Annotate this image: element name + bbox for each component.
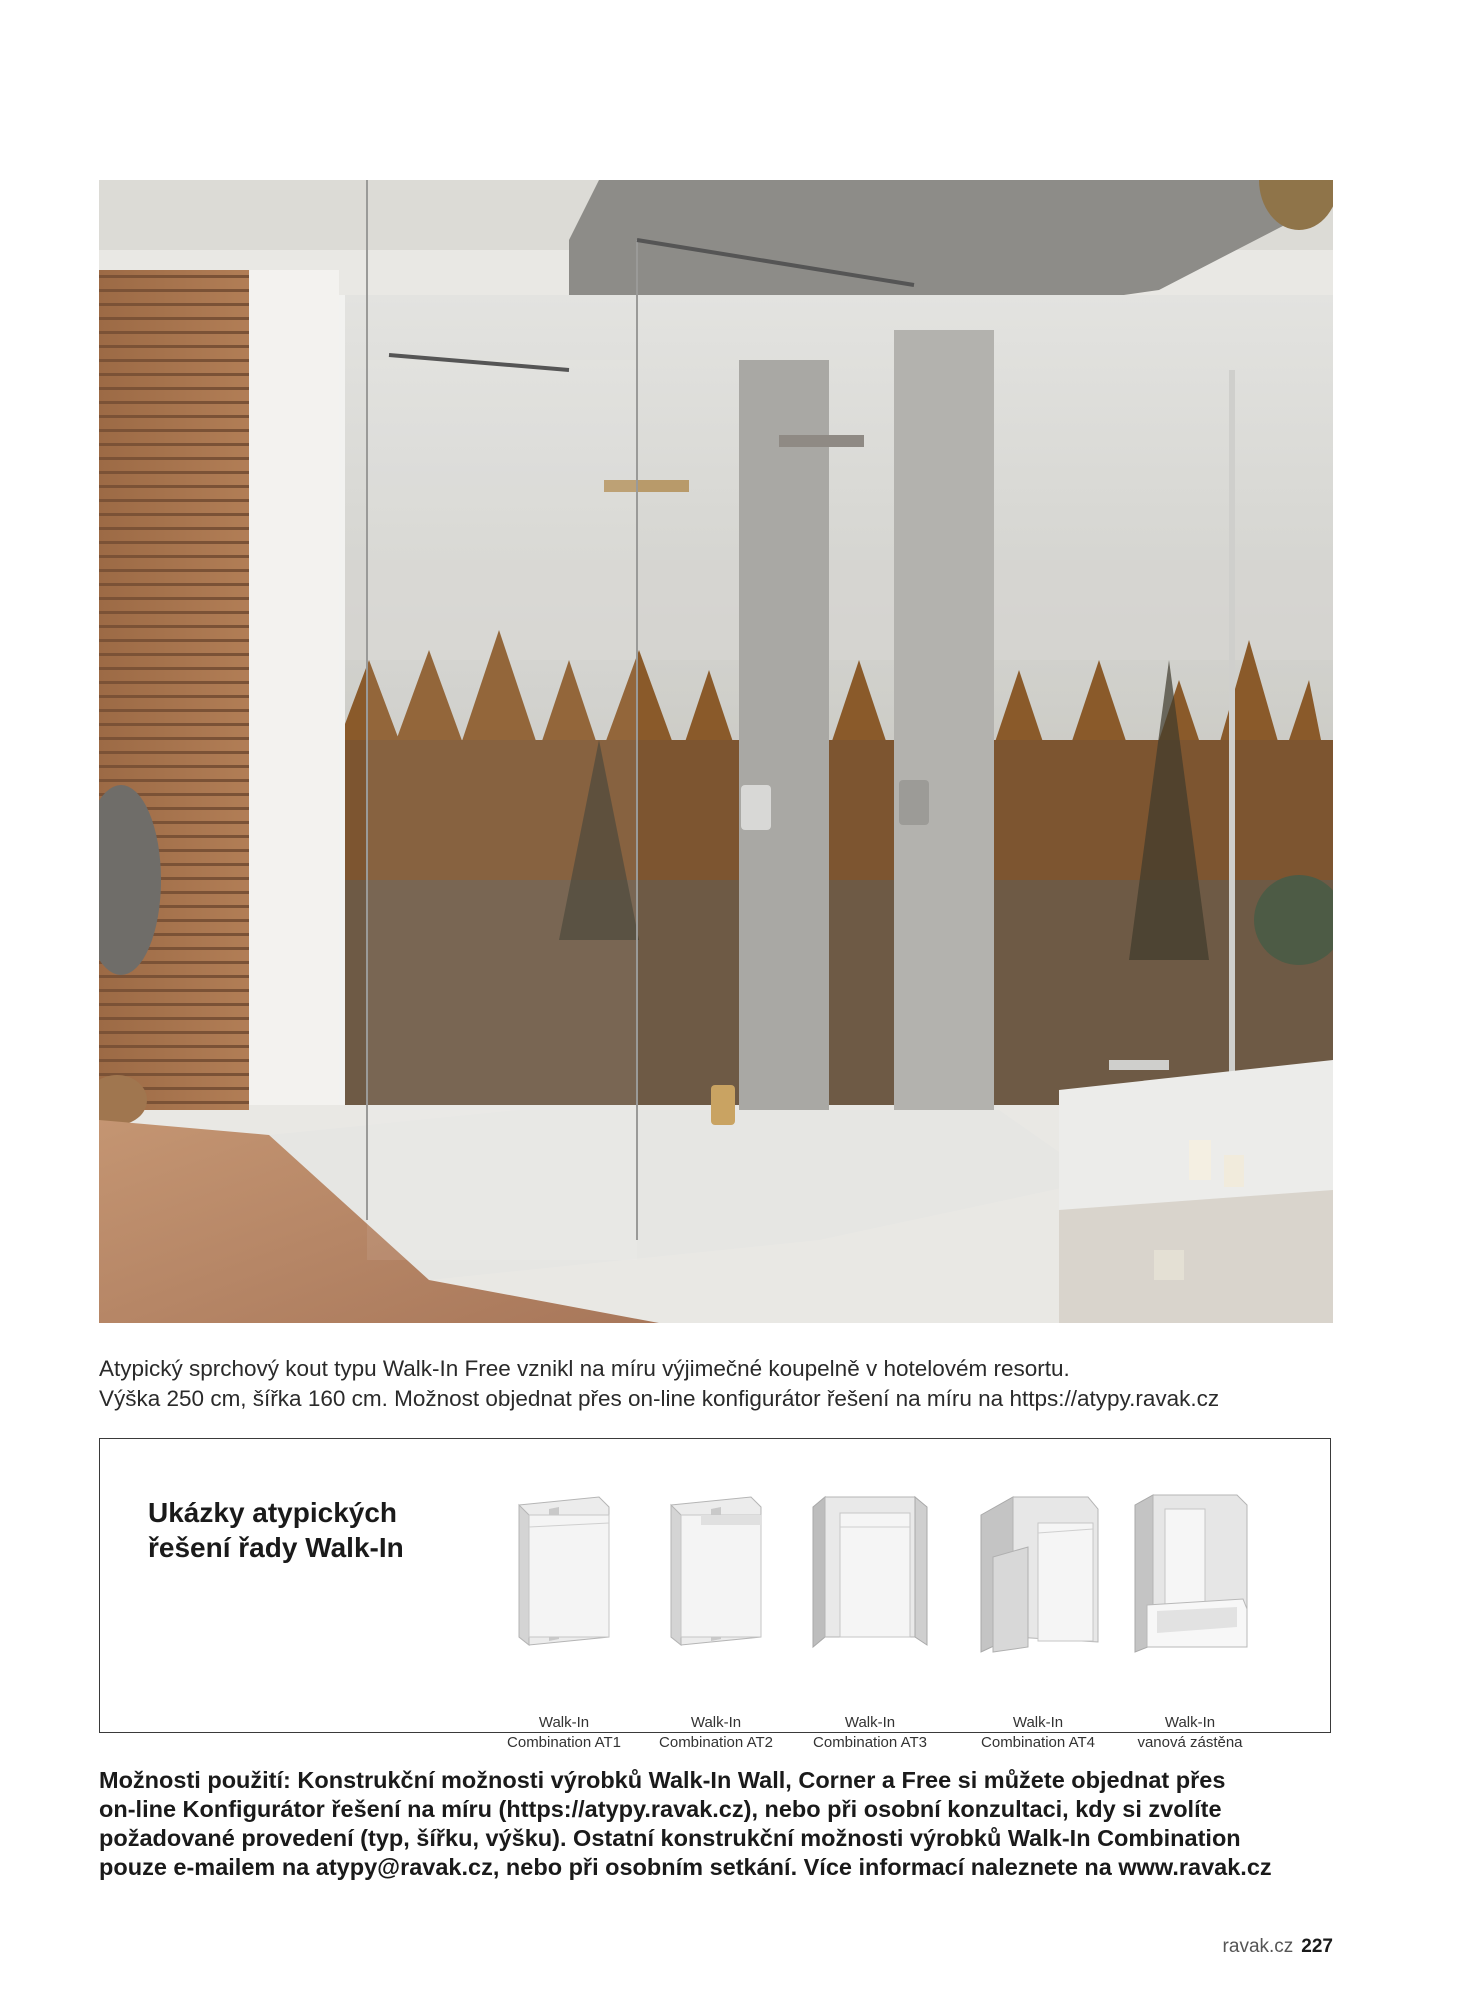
usage-line: požadované provedení (typ, šířku, výšku). Ostatní konstrukční možnosti výrobků Walk-In Combination	[99, 1825, 1241, 1851]
hero-photo	[99, 180, 1333, 1323]
variant-at2	[646, 1487, 786, 1751]
variant-label-line: Walk-In	[690, 1714, 742, 1731]
variant-label	[1100, 1713, 1280, 1753]
usage-paragraph	[99, 1766, 1359, 1882]
variant-label-line: Combination AT1	[507, 1734, 621, 1751]
variant-label	[780, 1713, 960, 1753]
examples-title	[148, 1495, 404, 1565]
variant-label-line: vanová zástěna	[1137, 1734, 1243, 1751]
variant-at1	[494, 1487, 634, 1751]
variant-at3	[800, 1487, 940, 1751]
walk-in-at3-icon	[805, 1487, 935, 1657]
caption-line: Atypický sprchový kout typu Walk-In Free vznikl na míru výjimečné koupelně v hotelovém resortu.	[99, 1356, 1070, 1381]
variant-label-line: Combination AT3	[813, 1734, 927, 1751]
walk-in-at4-icon	[973, 1487, 1103, 1657]
caption-line: Výška 250 cm, šířka 160 cm. Možnost objednat přes on-line konfigurátor řešení na míru na https://atypy.ravak.cz	[99, 1386, 1220, 1411]
examples-title-line: řešení řady Walk-In	[148, 1532, 404, 1563]
examples-title-line: Ukázky atypických	[148, 1497, 398, 1528]
variant-label-line: Walk-In	[538, 1714, 590, 1731]
walk-in-at2-icon	[651, 1487, 781, 1657]
walk-in-bath-screen-icon	[1125, 1487, 1255, 1657]
variant-label-line: Walk-In	[1164, 1714, 1216, 1731]
page-number: 227	[1301, 1936, 1333, 1957]
variant-bath-screen	[1120, 1487, 1260, 1751]
variant-label	[626, 1713, 806, 1753]
walk-in-at1-icon	[499, 1487, 629, 1657]
bathroom-photo-illustration	[99, 180, 1333, 1323]
page-footer	[1223, 1936, 1333, 1958]
variant-label-line: Walk-In	[1012, 1714, 1064, 1731]
photo-caption	[99, 1354, 1339, 1414]
variant-at4	[968, 1487, 1108, 1751]
footer-site: ravak.cz	[1222, 1936, 1294, 1957]
variant-label-line: Combination AT4	[981, 1734, 1095, 1751]
examples-box	[99, 1438, 1331, 1751]
usage-line: on-line Konfigurátor řešení na míru (https://atypy.ravak.cz), nebo při osobní konzultaci, kdy si zvolíte	[99, 1796, 1222, 1822]
usage-line: pouze e-mailem na atypy@ravak.cz, nebo při osobním setkání. Více informací naleznete na www.ravak.cz	[99, 1854, 1272, 1880]
variant-label-line: Combination AT2	[659, 1734, 773, 1751]
variant-label-line: Walk-In	[844, 1714, 896, 1731]
usage-line: Možnosti použití: Konstrukční možnosti výrobků Walk-In Wall, Corner a Free si můžete objednat přes	[99, 1767, 1226, 1793]
